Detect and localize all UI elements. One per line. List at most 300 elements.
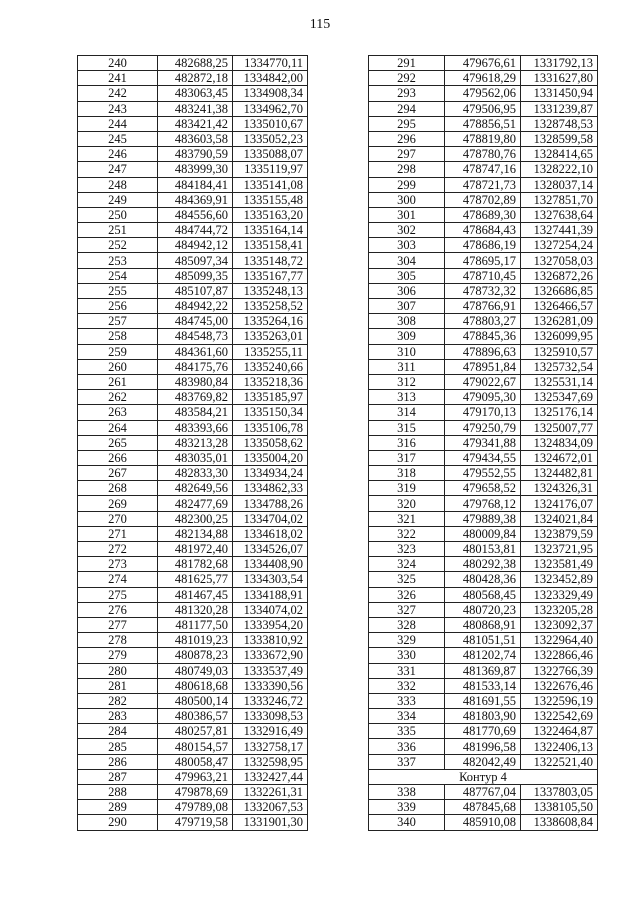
y-coordinate-cell: 1323879,59	[521, 526, 598, 541]
table-row	[369, 496, 598, 511]
table-row	[78, 724, 308, 739]
y-coordinate-cell: 1337803,05	[521, 785, 598, 800]
x-coordinate-cell: 479552,55	[445, 466, 521, 481]
table-row	[369, 709, 598, 724]
point-number-cell: 248	[78, 177, 158, 192]
x-coordinate-cell: 481803,90	[445, 709, 521, 724]
table-row	[78, 223, 308, 238]
x-coordinate-cell: 478780,76	[445, 147, 521, 162]
point-number-cell: 333	[369, 693, 445, 708]
table-row	[369, 800, 598, 815]
x-coordinate-cell: 478686,19	[445, 238, 521, 253]
table-row	[78, 253, 308, 268]
point-number-cell: 287	[78, 769, 158, 784]
x-coordinate-cell: 480568,45	[445, 587, 521, 602]
table-row	[369, 329, 598, 344]
x-coordinate-cell: 483769,82	[158, 390, 233, 405]
x-coordinate-cell: 484369,91	[158, 192, 233, 207]
table-row	[78, 344, 308, 359]
point-number-cell: 310	[369, 344, 445, 359]
point-number-cell: 280	[78, 663, 158, 678]
y-coordinate-cell: 1333672,90	[233, 648, 308, 663]
x-coordinate-cell: 478684,43	[445, 223, 521, 238]
y-coordinate-cell: 1331792,13	[521, 56, 598, 71]
y-coordinate-cell: 1334408,90	[233, 557, 308, 572]
y-coordinate-cell: 1324326,31	[521, 481, 598, 496]
point-number-cell: 336	[369, 739, 445, 754]
table-row	[78, 207, 308, 222]
y-coordinate-cell: 1334704,02	[233, 511, 308, 526]
table-row	[78, 359, 308, 374]
x-coordinate-cell: 478695,17	[445, 253, 521, 268]
y-coordinate-cell: 1328222,10	[521, 162, 598, 177]
point-number-cell: 247	[78, 162, 158, 177]
point-number-cell: 296	[369, 131, 445, 146]
x-coordinate-cell: 479434,55	[445, 450, 521, 465]
x-coordinate-cell: 478803,27	[445, 314, 521, 329]
y-coordinate-cell: 1335163,20	[233, 207, 308, 222]
x-coordinate-cell: 487845,68	[445, 800, 521, 815]
y-coordinate-cell: 1322464,87	[521, 724, 598, 739]
x-coordinate-cell: 478819,80	[445, 131, 521, 146]
x-coordinate-cell: 482042,49	[445, 754, 521, 769]
point-number-cell: 311	[369, 359, 445, 374]
y-coordinate-cell: 1334770,11	[233, 56, 308, 71]
y-coordinate-cell: 1335058,62	[233, 435, 308, 450]
x-coordinate-cell: 481625,77	[158, 572, 233, 587]
y-coordinate-cell: 1322766,39	[521, 663, 598, 678]
table-row	[369, 299, 598, 314]
x-coordinate-cell: 484556,60	[158, 207, 233, 222]
point-number-cell: 295	[369, 116, 445, 131]
point-number-cell: 315	[369, 420, 445, 435]
point-number-cell: 249	[78, 192, 158, 207]
x-coordinate-cell: 481320,28	[158, 602, 233, 617]
point-number-cell: 265	[78, 435, 158, 450]
point-number-cell: 279	[78, 648, 158, 663]
table-row	[78, 572, 308, 587]
point-number-cell: 283	[78, 709, 158, 724]
point-number-cell: 290	[78, 815, 158, 830]
x-coordinate-cell: 483421,42	[158, 116, 233, 131]
y-coordinate-cell: 1335258,52	[233, 299, 308, 314]
x-coordinate-cell: 481770,69	[445, 724, 521, 739]
y-coordinate-cell: 1331901,30	[233, 815, 308, 830]
y-coordinate-cell: 1333810,92	[233, 633, 308, 648]
y-coordinate-cell: 1334526,07	[233, 542, 308, 557]
y-coordinate-cell: 1323721,95	[521, 542, 598, 557]
table-row	[78, 147, 308, 162]
point-number-cell: 277	[78, 617, 158, 632]
point-number-cell: 263	[78, 405, 158, 420]
table-row	[78, 542, 308, 557]
point-number-cell: 331	[369, 663, 445, 678]
y-coordinate-cell: 1324834,09	[521, 435, 598, 450]
table-row	[369, 405, 598, 420]
point-number-cell: 300	[369, 192, 445, 207]
x-coordinate-cell: 480500,14	[158, 693, 233, 708]
x-coordinate-cell: 479676,61	[445, 56, 521, 71]
point-number-cell: 256	[78, 299, 158, 314]
section-title: Контур 4	[369, 769, 598, 784]
table-row	[369, 572, 598, 587]
point-number-cell: 272	[78, 542, 158, 557]
point-number-cell: 312	[369, 374, 445, 389]
table-row	[369, 526, 598, 541]
table-row	[78, 633, 308, 648]
table-row	[78, 177, 308, 192]
x-coordinate-cell: 482300,25	[158, 511, 233, 526]
table-row	[369, 162, 598, 177]
table-row	[78, 420, 308, 435]
table-row	[369, 542, 598, 557]
table-row	[369, 131, 598, 146]
x-coordinate-cell: 481051,51	[445, 633, 521, 648]
table-row	[78, 101, 308, 116]
point-number-cell: 326	[369, 587, 445, 602]
table-row	[78, 268, 308, 283]
x-coordinate-cell: 482688,25	[158, 56, 233, 71]
point-number-cell: 317	[369, 450, 445, 465]
point-number-cell: 320	[369, 496, 445, 511]
point-number-cell: 338	[369, 785, 445, 800]
table-row	[78, 283, 308, 298]
point-number-cell: 254	[78, 268, 158, 283]
y-coordinate-cell: 1325732,54	[521, 359, 598, 374]
table-row	[78, 800, 308, 815]
x-coordinate-cell: 481782,68	[158, 557, 233, 572]
point-number-cell: 316	[369, 435, 445, 450]
x-coordinate-cell: 480257,81	[158, 724, 233, 739]
y-coordinate-cell: 1335240,66	[233, 359, 308, 374]
table-row	[78, 131, 308, 146]
y-coordinate-cell: 1326686,85	[521, 283, 598, 298]
y-coordinate-cell: 1332598,95	[233, 754, 308, 769]
y-coordinate-cell: 1323581,49	[521, 557, 598, 572]
point-number-cell: 325	[369, 572, 445, 587]
point-number-cell: 259	[78, 344, 158, 359]
point-number-cell: 266	[78, 450, 158, 465]
x-coordinate-cell: 479341,88	[445, 435, 521, 450]
point-number-cell: 303	[369, 238, 445, 253]
y-coordinate-cell: 1335185,97	[233, 390, 308, 405]
y-coordinate-cell: 1327254,24	[521, 238, 598, 253]
y-coordinate-cell: 1322596,19	[521, 693, 598, 708]
x-coordinate-cell: 481996,58	[445, 739, 521, 754]
table-row	[369, 71, 598, 86]
y-coordinate-cell: 1335141,08	[233, 177, 308, 192]
point-number-cell: 292	[369, 71, 445, 86]
point-number-cell: 281	[78, 678, 158, 693]
x-coordinate-cell: 480058,47	[158, 754, 233, 769]
y-coordinate-cell: 1333390,56	[233, 678, 308, 693]
point-number-cell: 301	[369, 207, 445, 222]
point-number-cell: 324	[369, 557, 445, 572]
x-coordinate-cell: 482872,18	[158, 71, 233, 86]
x-coordinate-cell: 479963,21	[158, 769, 233, 784]
table-row	[78, 663, 308, 678]
point-number-cell: 267	[78, 466, 158, 481]
point-number-cell: 250	[78, 207, 158, 222]
point-number-cell: 242	[78, 86, 158, 101]
y-coordinate-cell: 1334862,33	[233, 481, 308, 496]
point-number-cell: 309	[369, 329, 445, 344]
table-row	[369, 466, 598, 481]
point-number-cell: 273	[78, 557, 158, 572]
x-coordinate-cell: 480292,38	[445, 557, 521, 572]
point-number-cell: 255	[78, 283, 158, 298]
x-coordinate-cell: 481691,55	[445, 693, 521, 708]
y-coordinate-cell: 1323329,49	[521, 587, 598, 602]
table-row	[369, 435, 598, 450]
x-coordinate-cell: 479878,69	[158, 785, 233, 800]
y-coordinate-cell: 1322866,46	[521, 648, 598, 663]
table-row	[78, 71, 308, 86]
point-number-cell: 276	[78, 602, 158, 617]
y-coordinate-cell: 1335150,34	[233, 405, 308, 420]
point-number-cell: 241	[78, 71, 158, 86]
table-row	[78, 496, 308, 511]
table-row	[369, 177, 598, 192]
x-coordinate-cell: 479768,12	[445, 496, 521, 511]
point-number-cell: 257	[78, 314, 158, 329]
point-number-cell: 274	[78, 572, 158, 587]
point-number-cell: 252	[78, 238, 158, 253]
point-number-cell: 340	[369, 815, 445, 830]
table-row	[369, 511, 598, 526]
table-row	[369, 587, 598, 602]
point-number-cell: 294	[369, 101, 445, 116]
point-number-cell: 288	[78, 785, 158, 800]
x-coordinate-cell: 478702,89	[445, 192, 521, 207]
point-number-cell: 284	[78, 724, 158, 739]
table-row	[78, 587, 308, 602]
x-coordinate-cell: 480153,81	[445, 542, 521, 557]
coordinates-table-left	[77, 55, 308, 831]
table-row	[78, 815, 308, 830]
x-coordinate-cell: 479250,79	[445, 420, 521, 435]
table-row	[78, 739, 308, 754]
point-number-cell: 319	[369, 481, 445, 496]
point-number-cell: 330	[369, 648, 445, 663]
x-coordinate-cell: 482649,56	[158, 481, 233, 496]
point-number-cell: 308	[369, 314, 445, 329]
y-coordinate-cell: 1326872,26	[521, 268, 598, 283]
table-row	[78, 299, 308, 314]
point-number-cell: 243	[78, 101, 158, 116]
y-coordinate-cell: 1335004,20	[233, 450, 308, 465]
x-coordinate-cell: 481202,74	[445, 648, 521, 663]
x-coordinate-cell: 484745,00	[158, 314, 233, 329]
y-coordinate-cell: 1325347,69	[521, 390, 598, 405]
y-coordinate-cell: 1325007,77	[521, 420, 598, 435]
x-coordinate-cell: 479889,38	[445, 511, 521, 526]
table-row	[78, 709, 308, 724]
point-number-cell: 246	[78, 147, 158, 162]
table-row	[369, 116, 598, 131]
y-coordinate-cell: 1332261,31	[233, 785, 308, 800]
table-row	[369, 359, 598, 374]
table-row	[78, 86, 308, 101]
x-coordinate-cell: 484548,73	[158, 329, 233, 344]
y-coordinate-cell: 1326466,57	[521, 299, 598, 314]
y-coordinate-cell: 1332916,49	[233, 724, 308, 739]
table-row	[369, 238, 598, 253]
y-coordinate-cell: 1332758,17	[233, 739, 308, 754]
page-number: 115	[309, 17, 331, 32]
y-coordinate-cell: 1335155,48	[233, 192, 308, 207]
y-coordinate-cell: 1332427,44	[233, 769, 308, 784]
x-coordinate-cell: 479022,67	[445, 374, 521, 389]
table-row	[369, 253, 598, 268]
x-coordinate-cell: 480749,03	[158, 663, 233, 678]
x-coordinate-cell: 483790,59	[158, 147, 233, 162]
point-number-cell: 298	[369, 162, 445, 177]
x-coordinate-cell: 479618,29	[445, 71, 521, 86]
table-row	[78, 116, 308, 131]
x-coordinate-cell: 483999,30	[158, 162, 233, 177]
y-coordinate-cell: 1338105,50	[521, 800, 598, 815]
x-coordinate-cell: 478689,30	[445, 207, 521, 222]
x-coordinate-cell: 482477,69	[158, 496, 233, 511]
y-coordinate-cell: 1322406,13	[521, 739, 598, 754]
table-row	[78, 466, 308, 481]
x-coordinate-cell: 478951,84	[445, 359, 521, 374]
table-row	[369, 56, 598, 71]
y-coordinate-cell: 1338608,84	[521, 815, 598, 830]
x-coordinate-cell: 484942,12	[158, 238, 233, 253]
table-row	[369, 86, 598, 101]
y-coordinate-cell: 1325531,14	[521, 374, 598, 389]
point-number-cell: 337	[369, 754, 445, 769]
x-coordinate-cell: 484942,22	[158, 299, 233, 314]
point-number-cell: 264	[78, 420, 158, 435]
x-coordinate-cell: 483393,66	[158, 420, 233, 435]
point-number-cell: 306	[369, 283, 445, 298]
y-coordinate-cell: 1331627,80	[521, 71, 598, 86]
y-coordinate-cell: 1333098,53	[233, 709, 308, 724]
point-number-cell: 297	[369, 147, 445, 162]
point-number-cell: 291	[369, 56, 445, 71]
y-coordinate-cell: 1334788,26	[233, 496, 308, 511]
table-row	[369, 374, 598, 389]
y-coordinate-cell: 1335119,97	[233, 162, 308, 177]
x-coordinate-cell: 481019,23	[158, 633, 233, 648]
y-coordinate-cell: 1325176,14	[521, 405, 598, 420]
table-row	[78, 238, 308, 253]
table-row	[369, 223, 598, 238]
point-number-cell: 268	[78, 481, 158, 496]
point-number-cell: 278	[78, 633, 158, 648]
y-coordinate-cell: 1335218,36	[233, 374, 308, 389]
y-coordinate-cell: 1328414,65	[521, 147, 598, 162]
table-row	[369, 283, 598, 298]
y-coordinate-cell: 1334934,24	[233, 466, 308, 481]
y-coordinate-cell: 1322521,40	[521, 754, 598, 769]
table-row	[78, 769, 308, 784]
x-coordinate-cell: 478896,63	[445, 344, 521, 359]
table-row	[78, 450, 308, 465]
y-coordinate-cell: 1335248,13	[233, 283, 308, 298]
table-row	[78, 56, 308, 71]
point-number-cell: 270	[78, 511, 158, 526]
y-coordinate-cell: 1327441,39	[521, 223, 598, 238]
table-row	[78, 192, 308, 207]
point-number-cell: 318	[369, 466, 445, 481]
y-coordinate-cell: 1335158,41	[233, 238, 308, 253]
y-coordinate-cell: 1335167,77	[233, 268, 308, 283]
table-row	[369, 207, 598, 222]
table-row	[369, 450, 598, 465]
x-coordinate-cell: 478710,45	[445, 268, 521, 283]
point-number-cell: 261	[78, 374, 158, 389]
y-coordinate-cell: 1335148,72	[233, 253, 308, 268]
y-coordinate-cell: 1327851,70	[521, 192, 598, 207]
table-row	[369, 314, 598, 329]
point-number-cell: 286	[78, 754, 158, 769]
point-number-cell: 285	[78, 739, 158, 754]
table-row	[78, 785, 308, 800]
point-number-cell: 332	[369, 678, 445, 693]
x-coordinate-cell: 480009,84	[445, 526, 521, 541]
x-coordinate-cell: 483063,45	[158, 86, 233, 101]
point-number-cell: 323	[369, 542, 445, 557]
point-number-cell: 299	[369, 177, 445, 192]
table-row	[369, 633, 598, 648]
table-row	[78, 754, 308, 769]
table-row	[78, 405, 308, 420]
x-coordinate-cell: 479562,06	[445, 86, 521, 101]
x-coordinate-cell: 480878,23	[158, 648, 233, 663]
table-row	[78, 435, 308, 450]
point-number-cell: 304	[369, 253, 445, 268]
x-coordinate-cell: 483035,01	[158, 450, 233, 465]
table-row	[78, 481, 308, 496]
y-coordinate-cell: 1334842,00	[233, 71, 308, 86]
point-number-cell: 245	[78, 131, 158, 146]
table-row	[78, 314, 308, 329]
table-row	[78, 557, 308, 572]
table-row	[78, 526, 308, 541]
table-row	[369, 617, 598, 632]
x-coordinate-cell: 478845,36	[445, 329, 521, 344]
point-number-cell: 282	[78, 693, 158, 708]
section-header-row	[369, 769, 598, 784]
y-coordinate-cell: 1335052,23	[233, 131, 308, 146]
x-coordinate-cell: 484361,60	[158, 344, 233, 359]
point-number-cell: 271	[78, 526, 158, 541]
point-number-cell: 262	[78, 390, 158, 405]
x-coordinate-cell: 483603,58	[158, 131, 233, 146]
x-coordinate-cell: 480720,23	[445, 602, 521, 617]
y-coordinate-cell: 1331450,94	[521, 86, 598, 101]
y-coordinate-cell: 1335164,14	[233, 223, 308, 238]
x-coordinate-cell: 481177,50	[158, 617, 233, 632]
y-coordinate-cell: 1335088,07	[233, 147, 308, 162]
y-coordinate-cell: 1323092,37	[521, 617, 598, 632]
x-coordinate-cell: 487767,04	[445, 785, 521, 800]
x-coordinate-cell: 480868,91	[445, 617, 521, 632]
x-coordinate-cell: 483213,28	[158, 435, 233, 450]
x-coordinate-cell: 478747,16	[445, 162, 521, 177]
x-coordinate-cell: 483584,21	[158, 405, 233, 420]
x-coordinate-cell: 485107,87	[158, 283, 233, 298]
x-coordinate-cell: 480428,36	[445, 572, 521, 587]
x-coordinate-cell: 482134,88	[158, 526, 233, 541]
point-number-cell: 327	[369, 602, 445, 617]
table-row	[78, 617, 308, 632]
x-coordinate-cell: 485099,35	[158, 268, 233, 283]
